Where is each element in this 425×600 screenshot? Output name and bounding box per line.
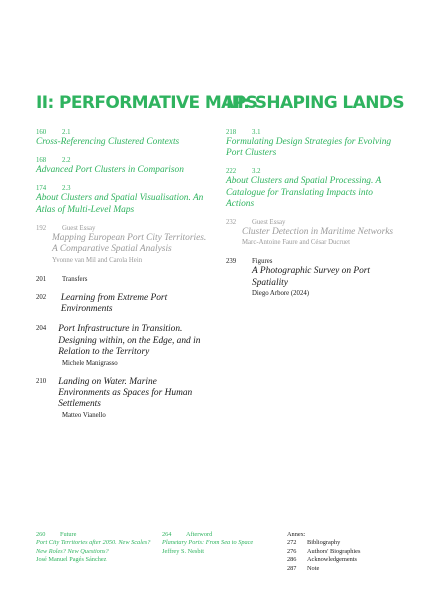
- entry-label: Guest Essay: [62, 224, 96, 232]
- toc-entry-3-2[interactable]: [226, 167, 398, 210]
- page-number: 192: [36, 224, 47, 232]
- page-number: 218: [226, 129, 237, 136]
- annex-item-label: Acknowledgements: [307, 556, 358, 564]
- chapter-number: 3.2: [252, 168, 261, 176]
- toc-guest-essay[interactable]: [226, 218, 398, 247]
- annex-item[interactable]: [287, 548, 397, 556]
- part-two-title: II: PERFORMATIVE MAPS: [36, 93, 258, 113]
- entry-label: Future: [60, 531, 77, 538]
- toc-transfers[interactable]: [36, 275, 208, 284]
- entry-author: Michele Manigrasso: [62, 359, 118, 367]
- afterword-author: Jeffrey S. Nesbit: [162, 547, 205, 555]
- toc-entry-2-2[interactable]: [36, 156, 208, 176]
- future-title: Port City Territories after 2050. New Scales? New Roles? New Questions?: [36, 539, 151, 555]
- page-number: 174: [36, 185, 47, 193]
- toc-entry-2-3[interactable]: [36, 184, 208, 215]
- essay-title: Cluster Detection in Maritime Networks: [242, 227, 394, 238]
- afterword-title: Planetary Ports: From Sea to Space: [162, 539, 254, 547]
- essay-author: Yvonne van Mil and Carola Hein: [52, 256, 143, 264]
- chapter-number: 3.1: [252, 129, 261, 136]
- chapter-title: Advanced Port Clusters in Comparison: [36, 165, 184, 176]
- page-number: 260: [36, 531, 46, 538]
- entry-label: Guest Essay: [252, 219, 286, 227]
- future-author: José Manuel Pagés Sánchez: [36, 556, 107, 564]
- annex-item[interactable]: [287, 556, 397, 564]
- annex-item[interactable]: [287, 539, 397, 547]
- toc-transfer-entry[interactable]: [36, 324, 208, 367]
- footer-future[interactable]: [36, 531, 156, 565]
- chapter-title: About Clusters and Spatial Visualisation. An Atlas of Multi-Level Maps: [36, 193, 204, 215]
- entry-title: Learning from Extreme Port Environments: [60, 292, 168, 315]
- page-number: 222: [226, 168, 237, 176]
- chapter-title: Formulating Design Strategies for Evolving Port Clusters: [226, 137, 392, 159]
- entry-label: Transfers: [62, 275, 88, 283]
- page-number: 272: [287, 539, 297, 547]
- page-number: 276: [287, 547, 297, 555]
- page-number: 239: [226, 258, 237, 266]
- entry-author: Matteo Vianello: [62, 411, 106, 419]
- page-number: 210: [36, 377, 47, 385]
- chapter-title: About Clusters and Spatial Processing. A Catalogue for Translating Impacts into Actions: [226, 176, 382, 209]
- chapter-number: 2.1: [62, 129, 71, 136]
- page-number: 202: [36, 293, 47, 301]
- toc-transfer-entry[interactable]: [36, 293, 208, 316]
- footer-annex: [287, 531, 397, 573]
- page-number: 264: [162, 531, 172, 538]
- page-number: 168: [36, 157, 47, 165]
- toc-entry-2-1[interactable]: [36, 128, 208, 148]
- essay-author: Marc-Antoine Faure and César Ducruet: [242, 239, 350, 247]
- part-three-title: III: SHAPING LANDS: [226, 93, 404, 113]
- annex-item-label: Note: [307, 564, 320, 572]
- part-three-column: [226, 92, 404, 307]
- footer-afterword[interactable]: [162, 531, 280, 556]
- toc-guest-essay[interactable]: [36, 224, 208, 265]
- entry-label: Figures: [252, 258, 273, 266]
- entry-title: Port Infrastructure in Transition. Designing within, on the Edge, and in Relation to the Territory: [58, 324, 201, 358]
- page-number: 287: [287, 564, 297, 572]
- page-number: 232: [226, 219, 237, 227]
- annex-item-label: Bibliography: [307, 539, 341, 547]
- chapter-number: 2.2: [62, 157, 71, 165]
- page-number: 201: [36, 275, 47, 283]
- toc-entry-3-1[interactable]: [226, 128, 398, 159]
- toc-transfer-entry[interactable]: [36, 377, 208, 420]
- annex-item[interactable]: [287, 565, 397, 573]
- annex-label: Annex:: [287, 531, 306, 538]
- page-number: 286: [287, 556, 297, 564]
- chapter-number: 2.3: [62, 185, 71, 193]
- chapter-title: Cross-Referencing Clustered Contexts: [36, 137, 180, 147]
- toc-figures[interactable]: [226, 257, 398, 298]
- figures-author: Diego Arbore (2024): [252, 290, 310, 298]
- entry-label: Afterword: [186, 531, 213, 538]
- page-number: 204: [36, 325, 47, 333]
- page-number: 160: [36, 129, 47, 136]
- figures-title: A Photographic Survey on Port Spatiality: [252, 266, 371, 288]
- entry-title: Landing on Water. Marine Environments as Spaces for Human Settlements: [58, 376, 193, 410]
- essay-title: Mapping European Port City Territories. A Comparative Spatial Analysis: [52, 232, 207, 255]
- annex-item-label: Authors' Biographies: [307, 547, 361, 555]
